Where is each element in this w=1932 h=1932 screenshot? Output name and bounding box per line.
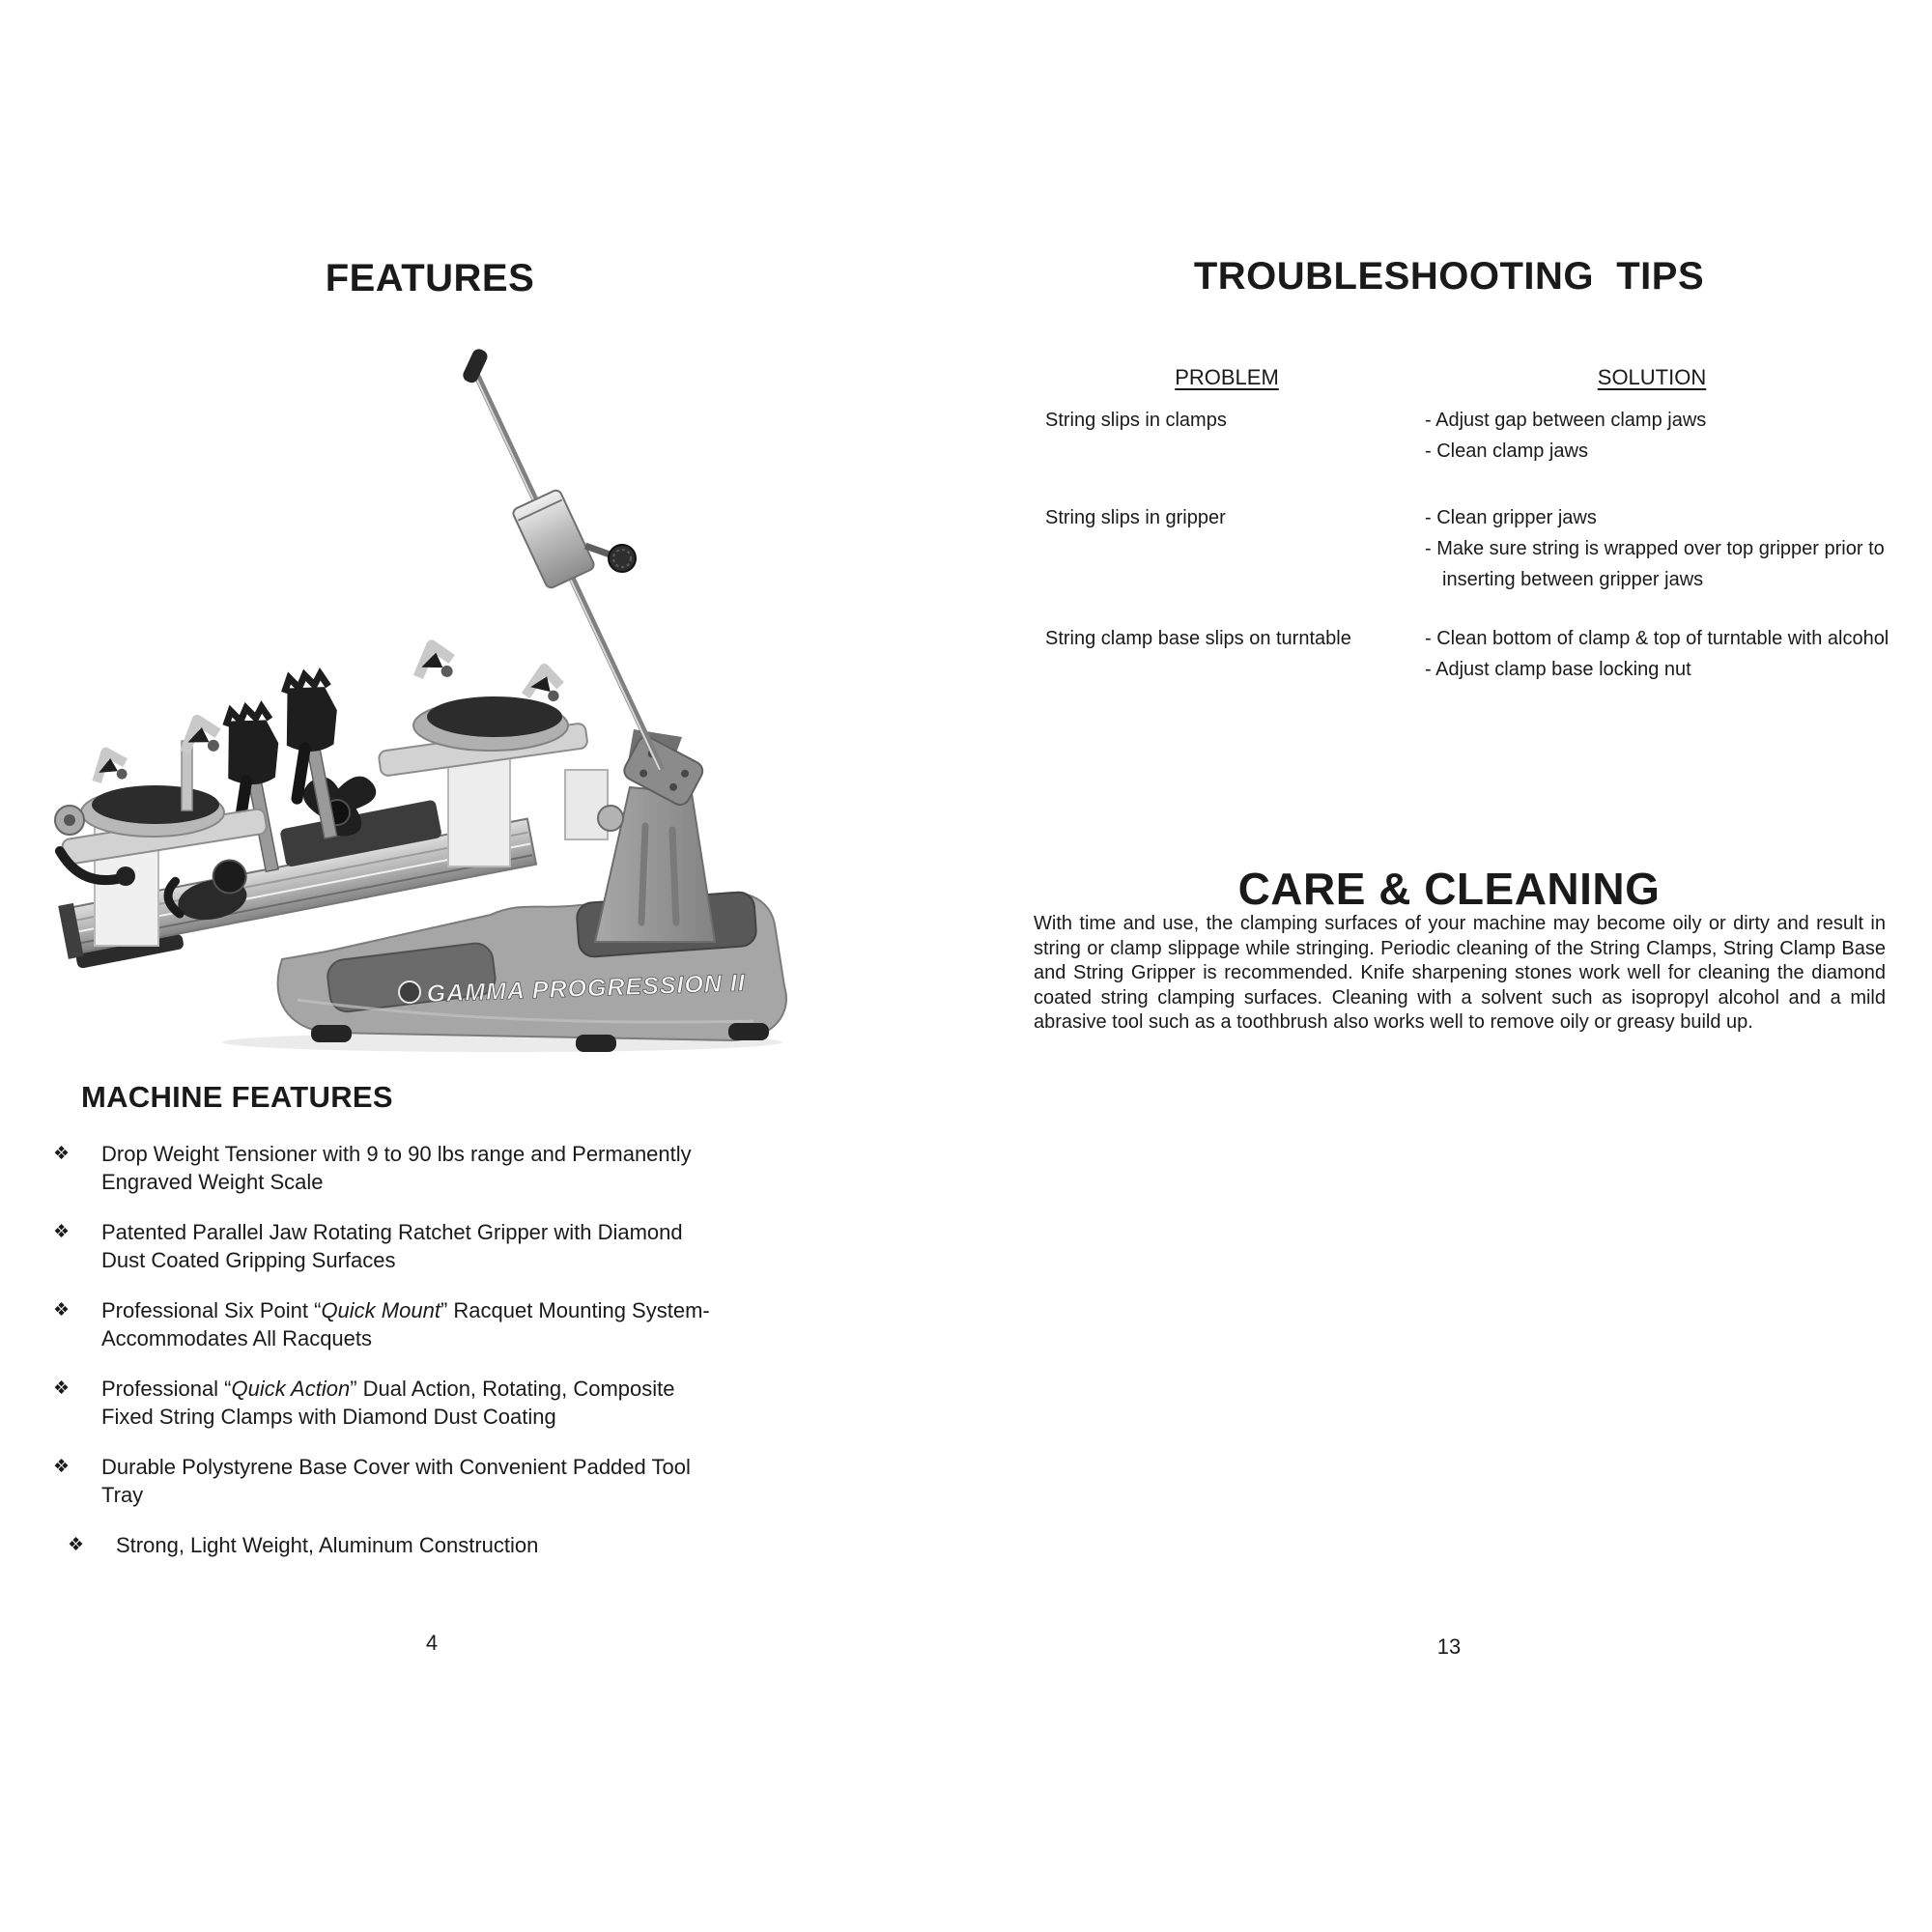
solution-item: - Clean clamp jaws [1425,440,1588,462]
machine-foot [728,1023,769,1040]
solution-item: - Clean gripper jaws [1425,507,1597,528]
mount-bracket [182,718,219,754]
feature-item [53,1218,739,1274]
features-title: FEATURES [325,257,535,299]
machine-label: GAMMA PROGRESSION II [426,969,747,1008]
machine-features-heading: MACHINE FEATURES [81,1080,393,1114]
problem-cell: String clamp base slips on turntable [1045,628,1351,649]
solution-cell [1425,502,1898,595]
feature-item [68,1531,739,1559]
drop-weight [512,489,596,589]
troubleshooting-title: TROUBLESHOOTING TIPS [1193,255,1705,298]
diamond-bullet-icon: ❖ [53,1457,71,1477]
page-number-right: 13 [1436,1634,1462,1659]
feature-text: Professional Six Point “Quick Mount” Racquet Mounting System- Accommodates All Racquets [101,1298,710,1350]
machine-photo-svg [39,324,811,1053]
feature-text: Strong, Light Weight, Aluminum Construction [116,1533,539,1557]
feature-item [53,1296,739,1352]
diamond-bullet-icon: ❖ [53,1378,71,1399]
solution-column-header: SOLUTION [1597,365,1707,389]
feature-text: Drop Weight Tensioner with 9 to 90 lbs range and Permanently Engraved Weight Scale [101,1142,692,1194]
care-cleaning-body: With time and use, the clamping surfaces of your machine may become oily or dirty and result in string or clamp slippage while stringing. Periodic cleaning of the String Clamps, String Clamp Base and String Gripper is recommended. Knife sharpening stones work well for cleaning the diamond coated string clamping surfaces. Cleaning with a solvent such as isopropyl alcohol and a mild abrasive tool such as a toothbrush also works well to remove oily or greasy build up. [1034,913,1886,1034]
diamond-bullet-icon: ❖ [53,1300,71,1321]
solution-item: - Make sure string is wrapped over top gripper prior to inserting between gripper jaws [1425,538,1885,590]
solution-item: - Adjust clamp base locking nut [1425,659,1691,680]
solution-item: - Clean bottom of clamp & top of turntable with alcohol [1425,628,1889,649]
mount-knob [598,806,623,831]
care-cleaning-heading: CARE & CLEANING [1237,864,1661,914]
feature-item [53,1453,739,1509]
diamond-bullet-icon: ❖ [68,1535,85,1555]
page-number-left: 4 [425,1631,439,1655]
feature-item [53,1140,739,1196]
rod-cap [461,347,490,384]
diamond-bullet-icon: ❖ [53,1144,71,1164]
problem-cell: String slips in gripper [1045,507,1226,528]
problem-column-header: PROBLEM [1175,365,1279,389]
machine-features-list [53,1140,739,1581]
gamma-logo-icon [399,981,420,1003]
feature-text: Durable Polystyrene Base Cover with Convenient Padded Tool Tray [101,1455,691,1507]
solution-item: - Adjust gap between clamp jaws [1425,410,1707,431]
feature-item [53,1375,739,1431]
feature-text: Professional “Quick Action” Dual Action, Rotating, Composite Fixed String Clamps with Diamond Dust Coating [101,1377,675,1429]
racquet-pad [92,785,219,824]
mount-bracket [92,749,128,783]
machine-foot [311,1025,352,1042]
machine-illustration [39,324,811,1053]
machine-foot [576,1035,616,1052]
mount-bracket [416,644,453,679]
mount-bracket [526,667,562,702]
problem-cell: String slips in clamps [1045,410,1227,431]
racquet-pad [427,696,562,737]
feature-text: Patented Parallel Jaw Rotating Ratchet Gripper with Diamond Dust Coated Gripping Surfaces [101,1220,683,1272]
solution-cell [1425,623,1898,685]
solution-cell [1425,405,1898,467]
diamond-bullet-icon: ❖ [53,1222,71,1242]
